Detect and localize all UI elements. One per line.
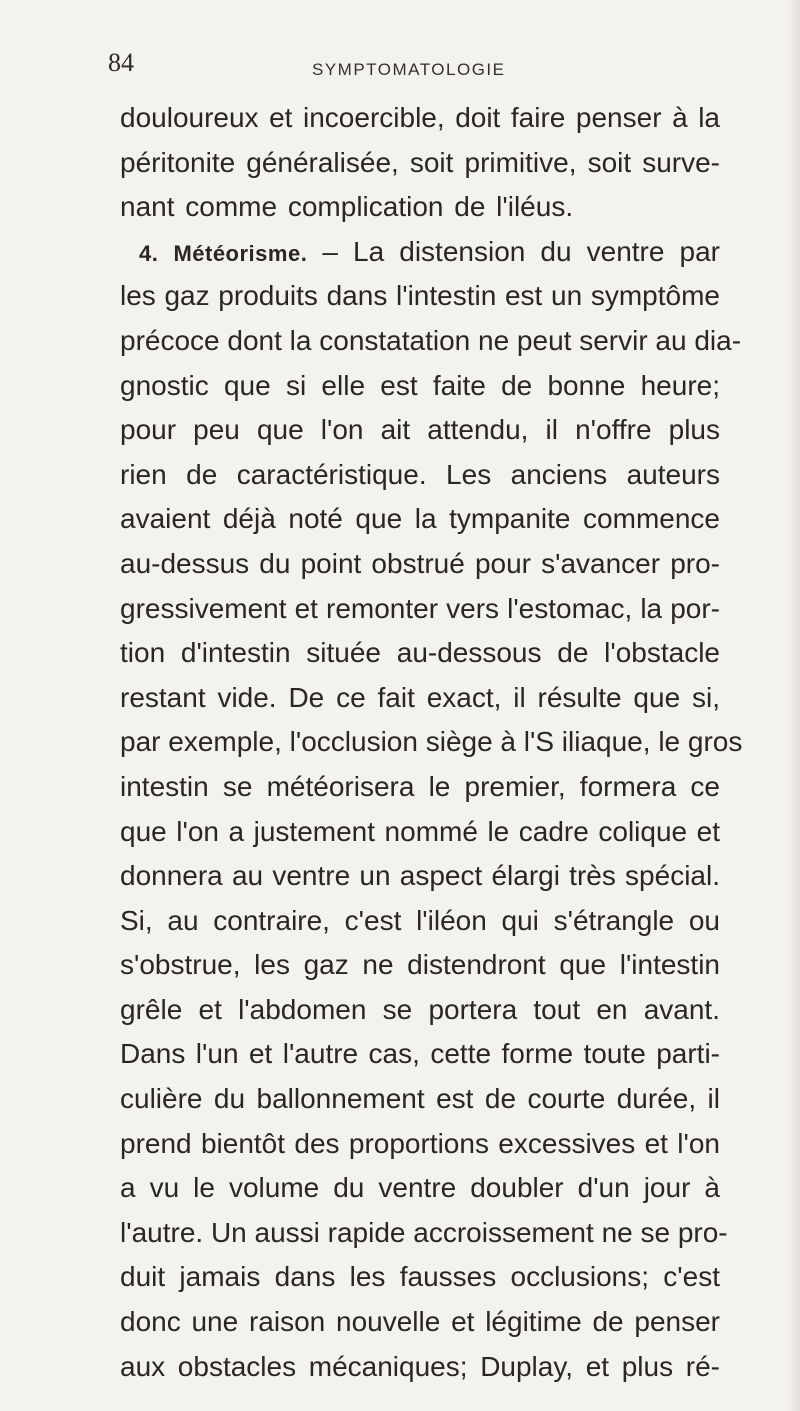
section-number: 4.: [139, 240, 159, 266]
text-line: par exemple, l'occlusion siège à l'S iliaque, le gros: [120, 726, 743, 758]
text-line: gnostic que si elle est faite de bonne heure;: [120, 369, 720, 401]
page-number: 84: [108, 48, 134, 77]
text-line: les gaz produits dans l'intestin est un symptôme: [120, 280, 720, 312]
text-line: avaient déjà noté que la tympanite commence: [120, 503, 720, 535]
section-title: Météorisme.: [173, 240, 308, 266]
text-line: aux obstacles mécaniques; Duplay, et plus ré-: [120, 1350, 720, 1382]
text-line: que l'on a justement nommé le cadre colique et: [120, 815, 720, 847]
text-line: culière du ballonnement est de courte durée, il: [120, 1083, 720, 1115]
text-line: pour peu que l'on ait attendu, il n'offre plus: [120, 414, 720, 446]
text-line: l'autre. Un aussi rapide accroissement ne se pro-: [120, 1216, 728, 1248]
text-line: tion d'intestin située au-dessous de l'obstacle: [120, 637, 720, 669]
running-title: SYMPTOMATOLOGIE: [312, 60, 506, 79]
text-line: a vu le volume du ventre doubler d'un jour à: [120, 1172, 720, 1204]
text-line: Dans l'un et l'autre cas, cette forme toute parti-: [120, 1038, 720, 1070]
text-line: intestin se météorisera le premier, formera ce: [120, 770, 720, 802]
text-line: restant vide. De ce fait exact, il résulte que si,: [120, 681, 720, 713]
text-line: duit jamais dans les fausses occlusions; c'est: [120, 1261, 720, 1293]
text-line: gressivement et remonter vers l'estomac, la por-: [120, 592, 720, 624]
text-line: grêle et l'abdomen se portera tout en avant.: [120, 993, 720, 1025]
text-line: donnera au ventre un aspect élargi très spécial.: [120, 860, 720, 892]
text-line: rien de caractéristique. Les anciens auteurs: [120, 458, 720, 490]
text-line: donc une raison nouvelle et légitime de penser: [120, 1306, 720, 1338]
text-line: Si, au contraire, c'est l'iléon qui s'étrangle ou: [120, 904, 720, 936]
page-edge-shadow: [786, 0, 800, 1411]
body-text: [120, 96, 743, 1389]
text-line: prend bientôt des proportions excessives et l'on: [120, 1127, 720, 1159]
section-intro-text: – La distension du ventre par: [322, 235, 720, 267]
text-line: s'obstrue, les gaz ne distendront que l'intestin: [120, 949, 720, 981]
text-line: au-dessus du point obstrué pour s'avancer pro-: [120, 547, 720, 579]
text-line: péritonite généralisée, soit primitive, soit surve-: [120, 146, 720, 178]
text-line: nant comme complication de l'iléus.: [120, 191, 574, 223]
section-heading-line: [120, 230, 720, 275]
text-line: douloureux et incoercible, doit faire penser à la: [120, 102, 720, 133]
text-line: précoce dont la constatation ne peut servir au dia-: [120, 324, 742, 356]
